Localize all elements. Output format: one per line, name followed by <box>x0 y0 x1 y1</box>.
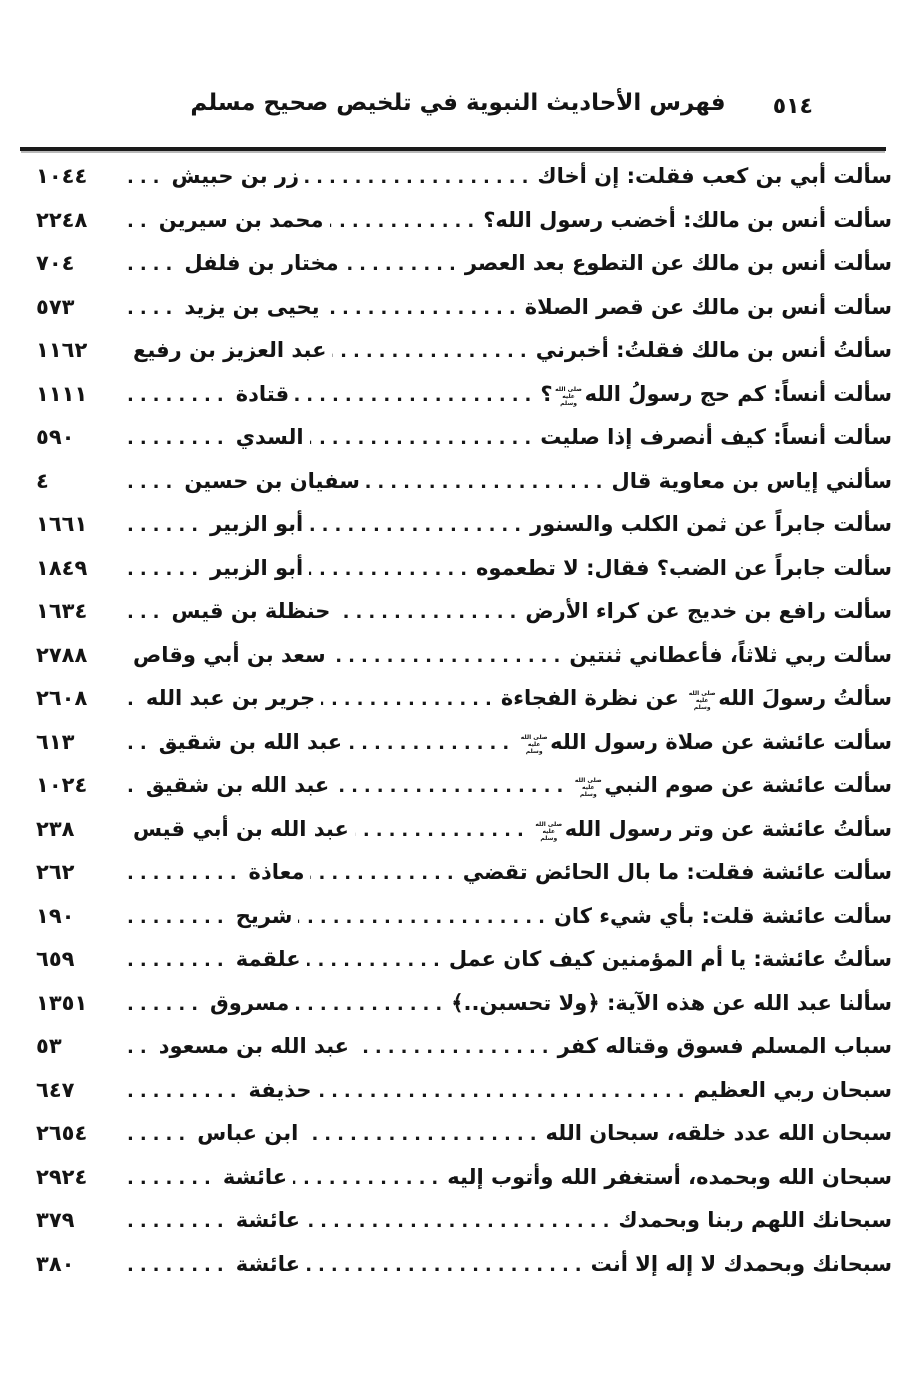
index-row <box>36 329 892 373</box>
hadith-text: سألت أنس بن مالك: أخضب رسول الله؟ <box>483 207 892 232</box>
hadith-text: سألت جابراً عن ثمن الكلب والسنور <box>530 512 892 536</box>
entry-page-number: ٢٦٠٨ <box>36 686 88 710</box>
dot-leader-trailing: .. <box>127 1037 153 1058</box>
dot-leader-trailing: ........ <box>127 1211 230 1232</box>
dot-leader <box>309 504 527 547</box>
dot-leader-trailing: ..... <box>127 1124 192 1145</box>
entry-page-number: ٧٠٤ <box>36 251 75 275</box>
dot-leader <box>321 678 498 721</box>
narrator-name: معاذة <box>248 860 305 884</box>
hadith-text: سألت أبي بن كعب فقلت: إن أخاك <box>537 164 892 188</box>
dot-leader <box>310 852 459 895</box>
hadith-text: سألت أنس بن مالك عن التطوع بعد العصر <box>464 251 892 275</box>
narrator-name: عبد العزيز بن رفيع <box>133 338 327 362</box>
index-row <box>36 242 892 286</box>
hadith-text: سبحان ربي العظيم <box>693 1077 892 1102</box>
dot-leader <box>332 330 532 373</box>
dot-leader-trailing: ......... <box>127 863 243 884</box>
entry-page-number: ٢٦٢ <box>36 860 75 884</box>
hadith-text: سألت أنساً: كيف أنصرف إذا صليت <box>540 425 892 449</box>
narrator-name: ابن عباس <box>197 1121 299 1145</box>
dot-leader <box>348 722 515 765</box>
hadith-text: سألت عائشة عن صوم النبيصلى الله عليه وسلم <box>574 773 892 798</box>
entry-page-number: ١٦٣٤ <box>36 599 88 623</box>
dot-leader <box>355 1026 555 1069</box>
dot-leader-trailing: ........ <box>127 1254 230 1276</box>
narrator-name: سعد بن أبي وقاص <box>133 642 326 667</box>
hadith-text: سألت أنس بن مالك عن قصر الصلاة <box>524 294 892 319</box>
dot-leader-trailing: .. <box>127 732 153 754</box>
hadith-text: سألت عائشة فقلت: ما بال الحائض تقضي <box>462 860 892 884</box>
dot-leader <box>336 591 522 634</box>
dot-leader <box>330 200 481 243</box>
index-row <box>36 460 892 504</box>
narrator-name: علقمة <box>235 947 301 971</box>
hadith-text: سبحان الله وبحمده، أستغفر الله وأتوب إليه <box>447 1164 892 1189</box>
narrator-name: عبد الله بن شقيق <box>158 729 343 754</box>
hadith-text: سألنا عبد الله عن هذه الآية: ﴿ولا تحسبن..﴾ <box>451 990 892 1015</box>
page-title: فهرس الأحاديث النبوية في تلخيص صحيح مسلم <box>190 90 726 116</box>
dot-leader <box>306 1244 588 1287</box>
hadith-text: سألت جابراً عن الضب؟ فقال: لا تطعموه <box>476 555 892 580</box>
dot-leader <box>332 635 567 678</box>
entry-page-number: ٢٦٥٤ <box>36 1121 88 1145</box>
narrator-name: عائشة <box>235 1208 300 1232</box>
narrator-name: سفيان بن حسين <box>184 468 360 493</box>
dot-leader-trailing: .... <box>127 297 179 319</box>
index-row <box>36 721 892 765</box>
narrator-name: عائشة <box>235 1251 300 1276</box>
dot-leader <box>326 287 522 330</box>
narrator-name: شريح <box>235 903 293 928</box>
entry-page-number: ١٩٠ <box>36 903 75 928</box>
dot-leader <box>298 896 550 939</box>
entry-page-number: ٣٨٠ <box>36 1251 75 1276</box>
index-row <box>36 155 892 199</box>
narrator-name: زر بن حبيش <box>171 164 300 188</box>
index-row <box>36 199 892 243</box>
sallallahu-alayhi-wasallam-symbol: صلى الله عليه وسلم <box>535 820 563 842</box>
index-row <box>36 895 892 939</box>
index-row <box>36 503 892 547</box>
hadith-text: سألتُ رسولَ اللهصلى الله عليه وسلم عن نظرة الفجاءة <box>500 686 892 711</box>
entry-page-number: ١٦٦١ <box>36 512 88 536</box>
index-row <box>36 1112 892 1156</box>
dot-leader <box>335 765 569 808</box>
entry-page-number: ٥٩٠ <box>36 425 75 449</box>
dot-leader-trailing: ... <box>127 167 166 188</box>
dot-leader <box>307 939 446 982</box>
narrator-name: قتادة <box>235 381 290 406</box>
dot-leader <box>304 1113 542 1156</box>
dot-leader-trailing: .... <box>127 471 179 493</box>
entry-page-number: ٣٧٩ <box>36 1208 75 1232</box>
dot-leader <box>295 374 537 417</box>
hadith-text: سبحان الله عدد خلقه، سبحان الله <box>545 1121 892 1145</box>
header-divider <box>20 147 886 151</box>
narrator-name: عبد الله بن أبي قيس <box>133 816 349 841</box>
narrator-name: حنظلة بن قيس <box>171 599 331 623</box>
narrator-name: مختار بن فلفل <box>184 251 339 275</box>
index-row <box>36 1069 892 1113</box>
index-row <box>36 808 892 852</box>
index-row <box>36 547 892 591</box>
narrator-name: عبد الله بن شقيق <box>145 773 330 797</box>
entry-page-number: ١٠٢٤ <box>36 773 88 797</box>
entry-page-number: ٦٥٩ <box>36 947 75 971</box>
dot-leader <box>293 1157 444 1200</box>
sallallahu-alayhi-wasallam-symbol: صلى الله عليه وسلم <box>688 690 716 711</box>
dot-leader <box>306 1200 615 1243</box>
index-row <box>36 1199 892 1243</box>
entry-page-number: ١٨٤٩ <box>36 555 88 580</box>
narrator-name: أبو الزبير <box>210 512 304 536</box>
dot-leader-trailing: ... <box>127 602 166 623</box>
entry-page-number: ٢٢٤٨ <box>36 207 88 232</box>
entry-page-number: ٦١٣ <box>36 729 75 754</box>
dot-leader <box>305 156 534 199</box>
dot-leader-trailing: ........ <box>127 950 230 971</box>
hadith-index-list <box>36 155 892 1286</box>
narrator-name: مسروق <box>210 990 290 1015</box>
dot-leader-trailing: .. <box>127 210 153 232</box>
narrator-name: السدي <box>235 425 304 449</box>
sallallahu-alayhi-wasallam-symbol: صلى الله عليه وسلم <box>520 733 548 755</box>
index-row <box>36 982 892 1026</box>
dot-leader-trailing: ....... <box>127 1167 217 1189</box>
dot-leader <box>366 461 609 504</box>
index-row <box>36 938 892 982</box>
hadith-text: سألت عائشة قلت: بأي شيء كان <box>553 903 892 928</box>
hadith-text: سباب المسلم فسوق وقتاله كفر <box>557 1034 892 1058</box>
narrator-name: جرير بن عبد الله <box>145 686 316 710</box>
sallallahu-alayhi-wasallam-symbol: صلى الله عليه وسلم <box>574 777 602 798</box>
dot-leader-trailing: ...... <box>127 515 205 536</box>
dot-leader-trailing: ........ <box>127 428 230 449</box>
dot-leader-trailing: ...... <box>127 993 205 1015</box>
narrator-name: عائشة <box>222 1164 288 1189</box>
hadith-text: سألت رافع بن خديج عن كراء الأرض <box>525 599 892 623</box>
narrator-name: محمد بن سيرين <box>158 207 324 232</box>
index-row <box>36 1243 892 1287</box>
hadith-text: سبحانك وبحمدك لا إله إلا أنت <box>590 1251 892 1276</box>
page-number: ٥١٤ <box>772 94 813 119</box>
dot-leader-trailing: ......... <box>127 1080 243 1102</box>
hadith-text: سألتُ عائشة عن وتر رسول اللهصلى الله عليه وسلم <box>535 816 892 842</box>
dot-leader <box>345 243 462 286</box>
narrator-name: عبد الله بن مسعود <box>158 1034 350 1058</box>
sallallahu-alayhi-wasallam-symbol: صلى الله عليه وسلم <box>555 385 582 407</box>
index-row <box>36 677 892 721</box>
dot-leader <box>355 809 530 852</box>
index-row <box>36 286 892 330</box>
entry-page-number: ٥٧٣ <box>36 294 75 319</box>
dot-leader <box>309 548 473 591</box>
dot-leader-trailing: ...... <box>127 558 205 580</box>
entry-page-number: ١٣٥١ <box>36 990 88 1015</box>
dot-leader-trailing: .... <box>127 254 179 275</box>
dot-leader-trailing: ........ <box>127 906 230 928</box>
narrator-name: أبو الزبير <box>210 555 304 580</box>
dot-leader-trailing: . <box>127 689 140 710</box>
index-row <box>36 1156 892 1200</box>
entry-page-number: ٢٧٨٨ <box>36 642 88 667</box>
index-row <box>36 373 892 417</box>
hadith-text: سبحانك اللهم ربنا وبحمدك <box>618 1208 892 1232</box>
entry-page-number: ٦٤٧ <box>36 1077 75 1102</box>
hadith-text: سألت أنساً: كم حج رسولُ اللهصلى الله عليه وسلم؟ <box>540 381 892 407</box>
dot-leader-trailing: . <box>127 776 140 797</box>
index-row <box>36 851 892 895</box>
dot-leader <box>318 1070 691 1113</box>
hadith-text: سألني إياس بن معاوية قال <box>611 468 892 493</box>
entry-page-number: ١١١١ <box>36 381 88 406</box>
dot-leader-trailing: ........ <box>127 384 230 406</box>
dot-leader <box>295 983 448 1026</box>
dot-leader <box>310 417 538 460</box>
hadith-text: سألت ربي ثلاثاً، فأعطاني ثنتين <box>569 642 892 667</box>
index-row <box>36 1025 892 1069</box>
index-row <box>36 764 892 808</box>
entry-page-number: ٥٣ <box>36 1034 62 1058</box>
entry-page-number: ٤ <box>36 468 49 493</box>
index-row <box>36 634 892 678</box>
entry-page-number: ٢٣٨ <box>36 816 75 841</box>
narrator-name: حذيفة <box>248 1077 312 1102</box>
index-row <box>36 590 892 634</box>
narrator-name: يحيى بن يزيد <box>184 294 320 319</box>
hadith-text: سألت عائشة عن صلاة رسول اللهصلى الله عليه وسلم <box>520 729 892 755</box>
hadith-text: سألتُ عائشة: يا أم المؤمنين كيف كان عمل <box>448 947 892 971</box>
hadith-text: سألتُ أنس بن مالك فقلتُ: أخبرني <box>535 338 892 362</box>
index-row <box>36 416 892 460</box>
entry-page-number: ١٠٤٤ <box>36 164 88 188</box>
entry-page-number: ٢٩٢٤ <box>36 1164 88 1189</box>
entry-page-number: ١١٦٢ <box>36 338 88 362</box>
